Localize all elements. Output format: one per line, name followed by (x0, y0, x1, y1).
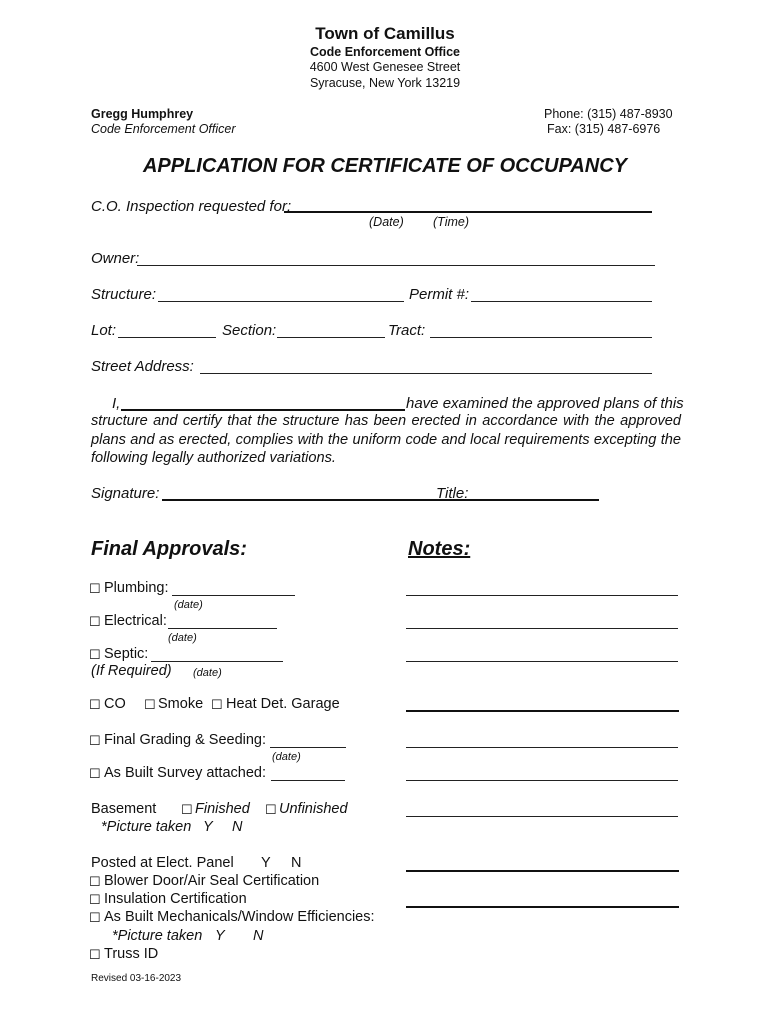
septic-if-required: (If Required) (91, 663, 172, 679)
basement-picture-yes[interactable]: Y (203, 819, 213, 835)
insulation-label: Insulation Certification (104, 891, 247, 907)
permit-label: Permit #: (409, 286, 470, 303)
final-grading-label: Final Grading & Seeding: (104, 732, 267, 748)
posted-panel-yes[interactable]: Y (261, 855, 271, 871)
tract-label: Tract: (388, 322, 426, 339)
as-built-survey-input-line[interactable] (271, 780, 345, 781)
septic-checkbox[interactable]: ☐ (89, 647, 101, 662)
office-phone: Phone: (315) 487-8930 (544, 107, 673, 121)
certify-paragraph: structure and certify that the structure has been erected in accordance with the approved plans and as erected, complies with the uniform code and local requirements excepting the following legally authorized variations. (91, 413, 681, 466)
signature-input-line[interactable] (162, 499, 599, 501)
address-input-line[interactable] (200, 373, 652, 374)
posted-panel-label: Posted at Elect. Panel (91, 855, 234, 871)
address-label: Street Address: (91, 358, 194, 375)
as-built-survey-label: As Built Survey attached: (104, 765, 266, 781)
notes-line[interactable] (406, 906, 679, 908)
plumbing-date-hint: (date) (174, 599, 203, 611)
inspection-label: C.O. Inspection requested for: (91, 198, 292, 215)
notes-line[interactable] (406, 870, 679, 872)
heat-det-label: Heat Det. Garage (226, 696, 340, 712)
owner-input-line[interactable] (137, 265, 655, 266)
smoke-label: Smoke (158, 696, 204, 712)
permit-input-line[interactable] (471, 301, 652, 302)
lot-input-line[interactable] (118, 337, 216, 338)
finished-label: Finished (195, 801, 250, 817)
notes-line[interactable] (406, 816, 678, 817)
tract-input-line[interactable] (430, 337, 652, 338)
septic-label: Septic: (104, 646, 149, 662)
final-approvals-heading: Final Approvals: (91, 538, 247, 560)
officer-title: Code Enforcement Officer (91, 122, 236, 136)
basement-picture-label: *Picture taken (101, 819, 192, 835)
basement-label: Basement (91, 801, 157, 817)
office-name: Code Enforcement Office (309, 45, 461, 59)
blower-door-label: Blower Door/Air Seal Certification (104, 873, 320, 889)
final-grading-date-hint: (date) (272, 751, 301, 763)
form-title: APPLICATION FOR CERTIFICATE OF OCCUPANCY (142, 155, 628, 177)
office-street: 4600 West Genesee Street (309, 60, 461, 74)
final-grading-input-line[interactable] (270, 747, 346, 748)
mechanicals-checkbox[interactable]: ☐ (89, 910, 101, 925)
as-built-survey-checkbox[interactable]: ☐ (89, 766, 101, 781)
plumbing-input-line[interactable] (172, 595, 295, 596)
smoke-checkbox[interactable]: ☐ (144, 697, 156, 712)
officer-name: Gregg Humphrey (91, 107, 194, 121)
lot-label: Lot: (91, 322, 117, 339)
notes-line[interactable] (406, 661, 678, 662)
plumbing-checkbox[interactable]: ☐ (89, 581, 101, 596)
septic-date-hint: (date) (193, 667, 222, 679)
plumbing-label: Plumbing: (104, 580, 169, 596)
structure-label: Structure: (91, 286, 157, 303)
finished-checkbox[interactable]: ☐ (181, 802, 193, 817)
truss-label: Truss ID (104, 946, 159, 962)
co-label: CO (104, 696, 126, 712)
notes-line[interactable] (406, 628, 678, 629)
office-fax: Fax: (315) 487-6976 (547, 122, 661, 136)
notes-line[interactable] (406, 710, 679, 712)
notes-line[interactable] (406, 595, 678, 596)
revised-date: Revised 03-16-2023 (91, 973, 182, 984)
office-city: Syracuse, New York 13219 (309, 76, 461, 90)
septic-input-line[interactable] (151, 661, 283, 662)
mechanicals-picture-label: *Picture taken (112, 928, 203, 944)
truss-checkbox[interactable]: ☐ (89, 947, 101, 962)
section-label: Section: (222, 322, 277, 339)
electrical-input-line[interactable] (168, 628, 277, 629)
certify-prefix: I, (112, 395, 121, 412)
notes-line[interactable] (406, 747, 678, 748)
unfinished-checkbox[interactable]: ☐ (265, 802, 277, 817)
mechanicals-label: As Built Mechanicals/Window Efficiencies: (104, 909, 375, 925)
notes-line[interactable] (406, 780, 678, 781)
structure-input-line[interactable] (158, 301, 404, 302)
electrical-date-hint: (date) (168, 632, 197, 644)
certify-name-line[interactable] (121, 409, 405, 411)
owner-label: Owner: (91, 250, 140, 267)
electrical-label: Electrical: (104, 613, 167, 629)
mechanicals-picture-yes[interactable]: Y (215, 928, 225, 944)
date-hint: (Date) (369, 215, 404, 229)
mechanicals-picture-no[interactable]: N (253, 928, 264, 944)
certify-line1-tail: have examined the approved plans of this (406, 395, 684, 412)
co-checkbox[interactable]: ☐ (89, 697, 101, 712)
posted-panel-no[interactable]: N (291, 855, 302, 871)
title-label: Title: (436, 485, 469, 502)
insulation-checkbox[interactable]: ☐ (89, 892, 101, 907)
signature-label: Signature: (91, 485, 160, 502)
heat-det-checkbox[interactable]: ☐ (211, 697, 223, 712)
notes-heading: Notes: (408, 538, 471, 560)
time-hint: (Time) (433, 215, 469, 229)
section-input-line[interactable] (277, 337, 385, 338)
blower-door-checkbox[interactable]: ☐ (89, 874, 101, 889)
electrical-checkbox[interactable]: ☐ (89, 614, 101, 629)
inspection-input-line[interactable] (284, 211, 652, 213)
unfinished-label: Unfinished (279, 801, 348, 817)
basement-picture-no[interactable]: N (232, 819, 243, 835)
town-name: Town of Camillus (315, 24, 455, 43)
final-grading-checkbox[interactable]: ☐ (89, 733, 101, 748)
